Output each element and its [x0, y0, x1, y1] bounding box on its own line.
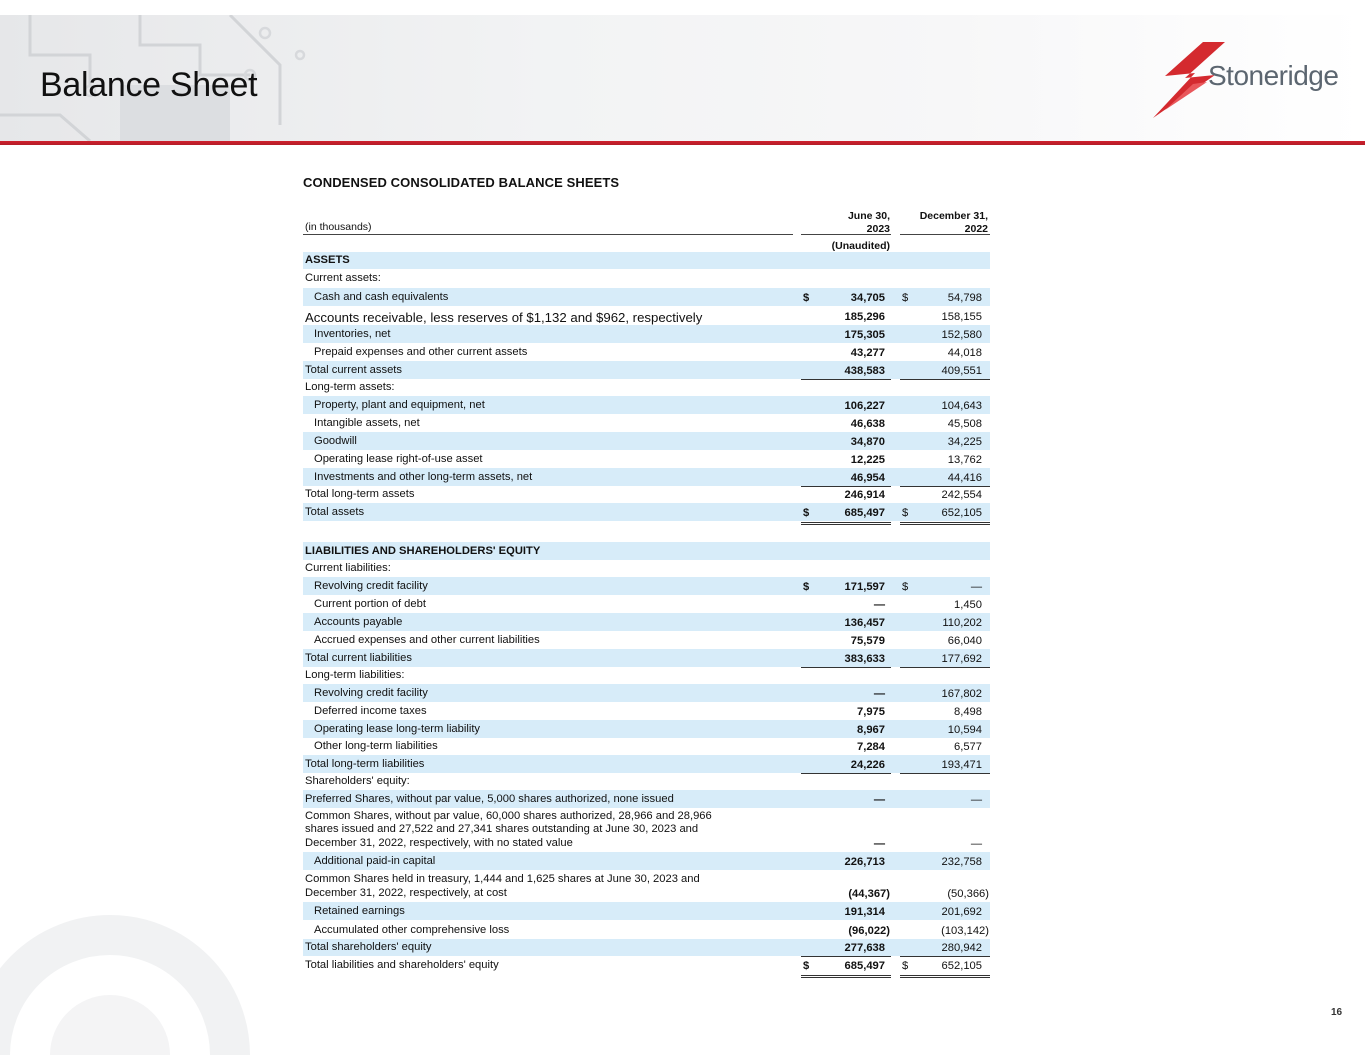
value-dec-2022: 280,942: [941, 942, 982, 954]
table-row-current-liabilities: [303, 560, 990, 577]
row-label: Retained earnings: [314, 904, 405, 917]
table-row-total-long-term-assets: [303, 486, 990, 503]
dollar-sign-2022: $: [902, 581, 909, 593]
row-label: Goodwill: [314, 434, 357, 447]
value-dec-2022: —: [970, 794, 982, 806]
value-june-2023: —: [873, 838, 885, 850]
table-row-retained-earnings: [303, 902, 990, 920]
table-row-total-shareholders-equity: [303, 939, 990, 956]
row-label: Revolving credit facility: [314, 579, 428, 592]
value-june-2023: —: [873, 688, 885, 700]
row-label: Inventories, net: [314, 327, 391, 340]
row-label: Other long-term liabilities: [314, 739, 438, 752]
table-row-revolving-credit-facility: [303, 577, 990, 595]
value-dec-2022: 110,202: [942, 617, 982, 629]
row-label: Total current liabilities: [305, 651, 412, 664]
value-june-2023: —: [873, 599, 885, 611]
value-june-2023: 226,713: [844, 856, 885, 868]
row-label: Accounts receivable, less reserves of $1,132 and $962, respectively: [305, 309, 703, 325]
table-row-accounts-payable: [303, 613, 990, 631]
row-label: Operating lease right-of-use asset: [314, 452, 483, 465]
value-june-2023: —: [873, 794, 885, 806]
table-row-accumulated-other-comprehensive-loss: [303, 920, 990, 939]
table-row-current-portion-of-debt: [303, 595, 990, 613]
slide-header: [0, 0, 1365, 142]
value-dec-2022: 177,692: [941, 653, 982, 665]
value-june-2023: (44,367): [848, 888, 890, 900]
value-june-2023: 7,975: [857, 706, 885, 718]
dollar-sign-2022: $: [902, 960, 909, 972]
table-row-total-current-assets: [303, 361, 990, 379]
value-june-2023: 43,277: [850, 347, 885, 359]
row-label: Total long-term assets: [305, 487, 415, 500]
total-double-rule: [900, 522, 990, 525]
value-june-2023: 246,914: [844, 489, 885, 501]
row-label: Long-term liabilities:: [305, 668, 405, 681]
row-label: Current portion of debt: [314, 597, 426, 610]
dollar-sign-2023: $: [803, 507, 810, 519]
row-label: Investments and other long-term assets, net: [314, 470, 533, 483]
row-label: Total current assets: [305, 363, 402, 376]
value-dec-2022: 66,040: [947, 635, 982, 647]
table-row-cash-and-cash-equivalents: [303, 288, 990, 306]
table-row-common-shares-without-par-value-60-000-s: [303, 808, 990, 852]
value-june-2023: 175,305: [844, 329, 885, 341]
table-row-shareholders-equity: [303, 773, 990, 790]
table-row-other-long-term-liabilities: [303, 738, 990, 755]
value-dec-2022: (103,142): [941, 925, 989, 937]
column-rule-1: [801, 234, 891, 235]
value-dec-2022: 193,471: [941, 759, 982, 771]
unit-label: (in thousands): [305, 221, 372, 233]
page-number: 16: [1331, 1007, 1343, 1018]
statement-title: CONDENSED CONSOLIDATED BALANCE SHEETS: [303, 175, 620, 190]
table-row-long-term-liabilities: [303, 667, 990, 684]
column-rule-2: [900, 234, 990, 235]
value-dec-2022: 152,580: [941, 329, 982, 341]
value-dec-2022: 44,018: [947, 347, 982, 359]
table-row-inventories-net: [303, 325, 990, 343]
value-dec-2022: 242,554: [941, 489, 982, 501]
row-label: Current assets:: [305, 271, 381, 284]
table-row-total-current-liabilities: [303, 649, 990, 667]
dollar-sign-2023: $: [803, 960, 810, 972]
dollar-sign-2023: $: [803, 581, 810, 593]
row-label: Shareholders' equity:: [305, 774, 410, 787]
table-row-assets: [303, 252, 990, 269]
table-row-total-long-term-liabilities: [303, 755, 990, 773]
value-june-2023: 171,597: [844, 581, 885, 593]
row-label: Total long-term liabilities: [305, 757, 425, 770]
row-label: Cash and cash equivalents: [314, 290, 449, 303]
column-header-dec-2022: December 31, 2022: [919, 210, 988, 235]
dollar-sign-2022: $: [902, 292, 909, 304]
value-june-2023: 106,227: [844, 400, 885, 412]
value-dec-2022: 45,508: [947, 418, 982, 430]
value-dec-2022: 652,105: [941, 507, 982, 519]
value-dec-2022: 409,551: [941, 365, 982, 377]
row-label: Additional paid-in capital: [314, 854, 436, 867]
value-dec-2022: 104,643: [941, 400, 982, 412]
table-row-accrued-expenses-and-other-current-liabi: [303, 631, 990, 649]
value-june-2023: 46,954: [850, 472, 885, 484]
value-june-2023: 34,705: [850, 292, 885, 304]
table-row-prepaid-expenses-and-other-current-asset: [303, 343, 990, 361]
header-divider: [0, 141, 1365, 145]
row-label: Deferred income taxes: [314, 704, 427, 717]
value-dec-2022: 10,594: [947, 724, 982, 736]
table-row-common-shares-held-in-treasury-1-444-and: [303, 870, 990, 902]
value-june-2023: 438,583: [844, 365, 885, 377]
table-row-current-assets: [303, 270, 990, 287]
table-row-property-plant-and-equipment-net: [303, 396, 990, 414]
value-dec-2022: 44,416: [947, 472, 982, 484]
value-dec-2022: 54,798: [947, 292, 982, 304]
table-row-intangible-assets-net: [303, 414, 990, 432]
table-row-liabilities-and-shareholders-equity: [303, 542, 990, 560]
table-row-total-assets: [303, 503, 990, 521]
table-row-deferred-income-taxes: [303, 702, 990, 720]
value-june-2023: 7,284: [857, 741, 885, 753]
table-row-accounts-receivable-less-reserves-of-1-1: [303, 306, 990, 325]
value-june-2023: 8,967: [857, 724, 885, 736]
table-row-total-liabilities-and-shareholders-equit: [303, 956, 990, 974]
value-dec-2022: 13,762: [947, 454, 982, 466]
value-june-2023: 46,638: [850, 418, 885, 430]
table-row-revolving-credit-facility: [303, 684, 990, 702]
row-label: Total shareholders' equity: [305, 940, 432, 953]
table-row-preferred-shares-without-par-value-5-000: [303, 790, 990, 808]
value-june-2023: 12,225: [850, 454, 885, 466]
unaudited-note: (Unaudited): [831, 240, 890, 252]
value-june-2023: 185,296: [844, 311, 885, 323]
column-header-june-2023: June 30, 2023: [847, 210, 890, 235]
row-label: ASSETS: [305, 253, 350, 266]
dollar-sign-2022: $: [902, 507, 909, 519]
value-june-2023: 383,633: [844, 653, 885, 665]
value-dec-2022: 158,155: [941, 311, 982, 323]
value-june-2023: 685,497: [844, 960, 885, 972]
value-dec-2022: 6,577: [954, 741, 982, 753]
value-dec-2022: 652,105: [941, 960, 982, 972]
value-june-2023: 136,457: [844, 617, 885, 629]
total-double-rule: [801, 975, 891, 978]
total-double-rule: [801, 522, 891, 525]
row-label: Intangible assets, net: [314, 416, 420, 429]
value-dec-2022: 1,450: [954, 599, 982, 611]
value-june-2023: 685,497: [844, 507, 885, 519]
logo-wordmark: Stoneridge: [1208, 60, 1339, 91]
page-title: Balance Sheet: [40, 66, 258, 104]
row-label: Prepaid expenses and other current assets: [314, 345, 528, 358]
row-label: Total liabilities and shareholders' equity: [305, 958, 499, 971]
value-june-2023: 277,638: [844, 942, 885, 954]
value-june-2023: (96,022): [848, 925, 890, 937]
row-label: Current liabilities:: [305, 561, 391, 574]
bottom-left-decoration: [0, 880, 260, 1055]
value-dec-2022: —: [970, 581, 982, 593]
table-row-additional-paid-in-capital: [303, 852, 990, 870]
value-june-2023: 24,226: [850, 759, 885, 771]
row-label: Common Shares held in treasury, 1,444 and 1,625 shares at June 30, 2023 and December 31, 2022, respectively, at cost: [305, 873, 700, 899]
row-label: Accumulated other comprehensive loss: [314, 923, 510, 936]
row-label: Operating lease long-term liability: [314, 722, 481, 735]
table-header: [303, 205, 990, 255]
value-dec-2022: 201,692: [941, 906, 982, 918]
table-row-operating-lease-long-term-liability: [303, 720, 990, 738]
row-label: Common Shares, without par value, 60,000 shares authorized, 28,966 and 28,966 shares issued and 27,522 and 27,341 shares outstanding at June 30, 2023 and December 31, 2022, respectively, with no stated value: [305, 809, 712, 849]
row-label: Total assets: [305, 505, 365, 518]
row-label: Revolving credit facility: [314, 686, 428, 699]
total-double-rule: [900, 975, 990, 978]
header-rule: [303, 234, 793, 235]
value-dec-2022: —: [970, 838, 982, 850]
value-dec-2022: (50,366): [947, 888, 989, 900]
dollar-sign-2023: $: [803, 292, 810, 304]
row-label: Property, plant and equipment, net: [314, 398, 485, 411]
table-row-operating-lease-right-of-use-asset: [303, 450, 990, 468]
value-dec-2022: 34,225: [947, 436, 982, 448]
row-label: Accrued expenses and other current liabilities: [314, 633, 540, 646]
row-label: LIABILITIES AND SHAREHOLDERS' EQUITY: [305, 544, 541, 557]
header-top-band: [0, 0, 1365, 15]
value-dec-2022: 232,758: [941, 856, 982, 868]
value-june-2023: 191,314: [844, 906, 885, 918]
value-june-2023: 34,870: [850, 436, 885, 448]
value-june-2023: 75,579: [850, 635, 885, 647]
table-row-long-term-assets: [303, 379, 990, 396]
value-dec-2022: 8,498: [954, 706, 982, 718]
row-label: Long-term assets:: [305, 380, 395, 393]
table-row-goodwill: [303, 432, 990, 450]
row-label: Preferred Shares, without par value, 5,000 shares authorized, none issued: [305, 792, 674, 805]
value-dec-2022: 167,802: [941, 688, 982, 700]
table-row-investments-and-other-long-term-assets-n: [303, 468, 990, 486]
row-label: Accounts payable: [314, 615, 403, 628]
